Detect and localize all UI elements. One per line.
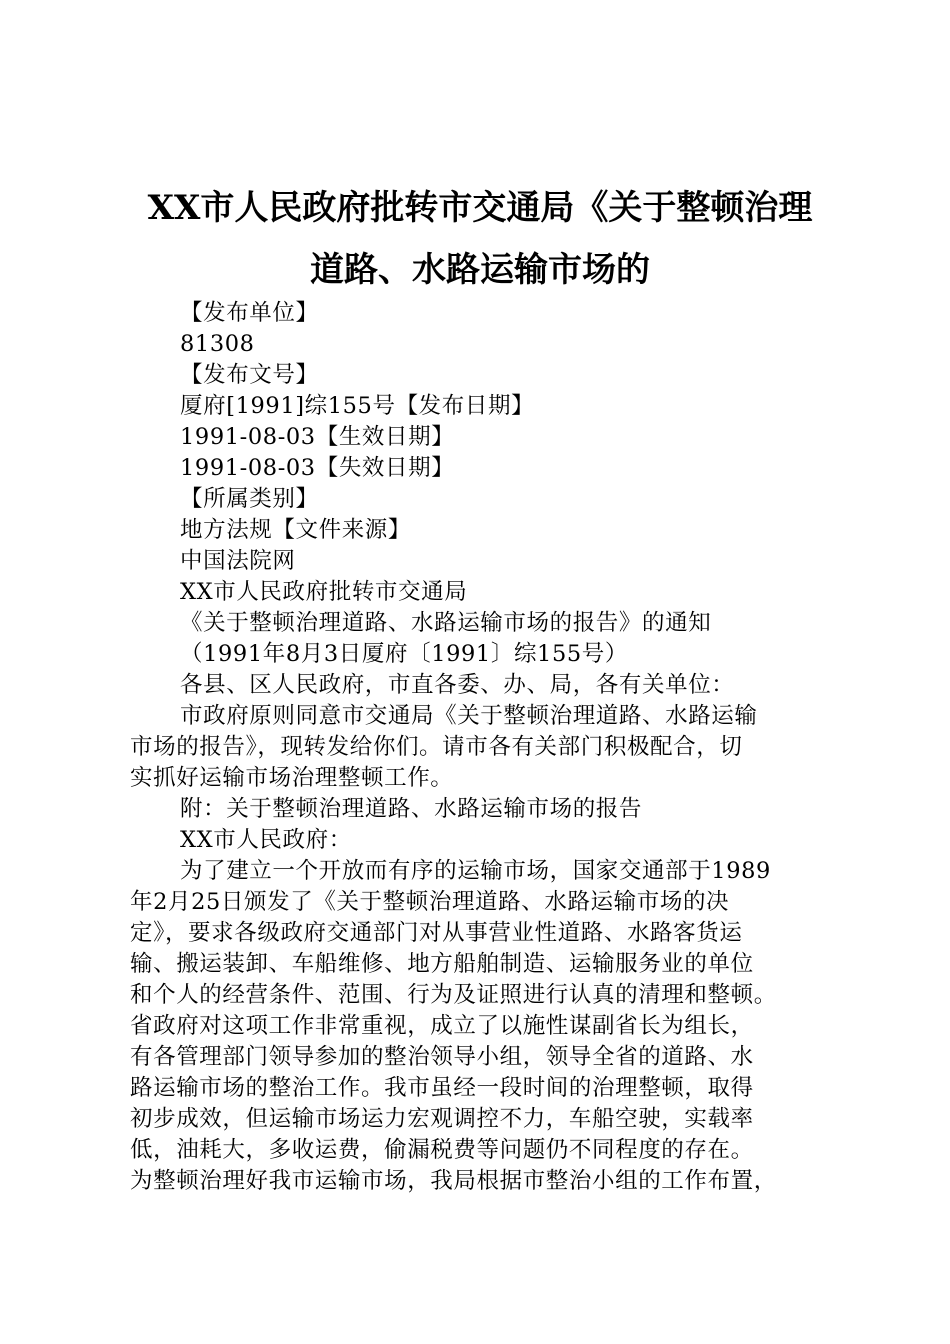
notice-recipients: 各县、区人民政府，市直各委、办、局，各有关单位：	[180, 672, 735, 698]
para2-line: 初步成效，但运输市场运力宏观调控不力，车船空驶，实载率	[130, 1106, 754, 1132]
addressee-line: XX市人民政府：	[180, 827, 352, 853]
para2-line: 输、搬运装卸、车船维修、地方船舶制造、运输服务业的单位	[130, 951, 754, 977]
para2-line: 和个人的经营条件、范围、行为及证照进行认真的清理和整顿。	[130, 982, 777, 1008]
meta-docno-value: 厦府[1991]综155号【发布日期】	[180, 393, 535, 419]
para1-line: 实抓好运输市场治理整顿工作。	[130, 765, 454, 791]
para2-line: 定》，要求各级政府交通部门对从事营业性道路、水路客货运	[130, 920, 743, 946]
meta-category-value: 地方法规【文件来源】	[180, 517, 412, 543]
document-title-line-2: 道路、水路运输市场的	[310, 250, 650, 290]
para2-line: 年2月25日颁发了《关于整顿治理道路、水路运输市场的决	[130, 889, 730, 915]
document-title-line-1: XX市人民政府批转市交通局《关于整顿治理	[147, 188, 813, 228]
notice-date-ref: （1991年8月3日厦府〔1991〕综155号）	[180, 641, 628, 667]
meta-effective-date: 1991-08-03【失效日期】	[180, 455, 455, 481]
meta-source-value: 中国法院网	[180, 548, 296, 574]
notice-issuer: XX市人民政府批转市交通局	[180, 579, 468, 605]
para2-line: 有各管理部门领导参加的整治领导小组，领导全省的道路、水	[130, 1044, 754, 1070]
meta-publish-date: 1991-08-03【生效日期】	[180, 424, 455, 450]
meta-docno-label: 【发布文号】	[180, 362, 319, 388]
para1-line: 市场的报告》，现转发给你们。请市各有关部门积极配合，切	[130, 734, 743, 760]
notice-title: 《关于整顿治理道路、水路运输市场的报告》的通知	[180, 610, 712, 636]
para2-line: 低，油耗大，多收运费，偷漏税费等问题仍不同程度的存在。	[130, 1137, 754, 1163]
meta-category-label: 【所属类别】	[180, 486, 319, 512]
para2-line: 路运输市场的整治工作。我市虽经一段时间的治理整顿，取得	[130, 1075, 754, 1101]
meta-publisher-value: 81308	[180, 331, 255, 357]
attachment-line: 附：关于整顿治理道路、水路运输市场的报告	[180, 796, 643, 822]
para2-line: 为整顿治理好我市运输市场，我局根据市整治小组的工作布置，	[130, 1168, 777, 1194]
para2-line: 省政府对这项工作非常重视，成立了以施性谋副省长为组长，	[130, 1013, 754, 1039]
para2-line: 为了建立一个开放而有序的运输市场，国家交通部于1989	[180, 858, 771, 884]
para1-line: 市政府原则同意市交通局《关于整顿治理道路、水路运输	[180, 703, 758, 729]
meta-publisher-label: 【发布单位】	[180, 300, 319, 326]
